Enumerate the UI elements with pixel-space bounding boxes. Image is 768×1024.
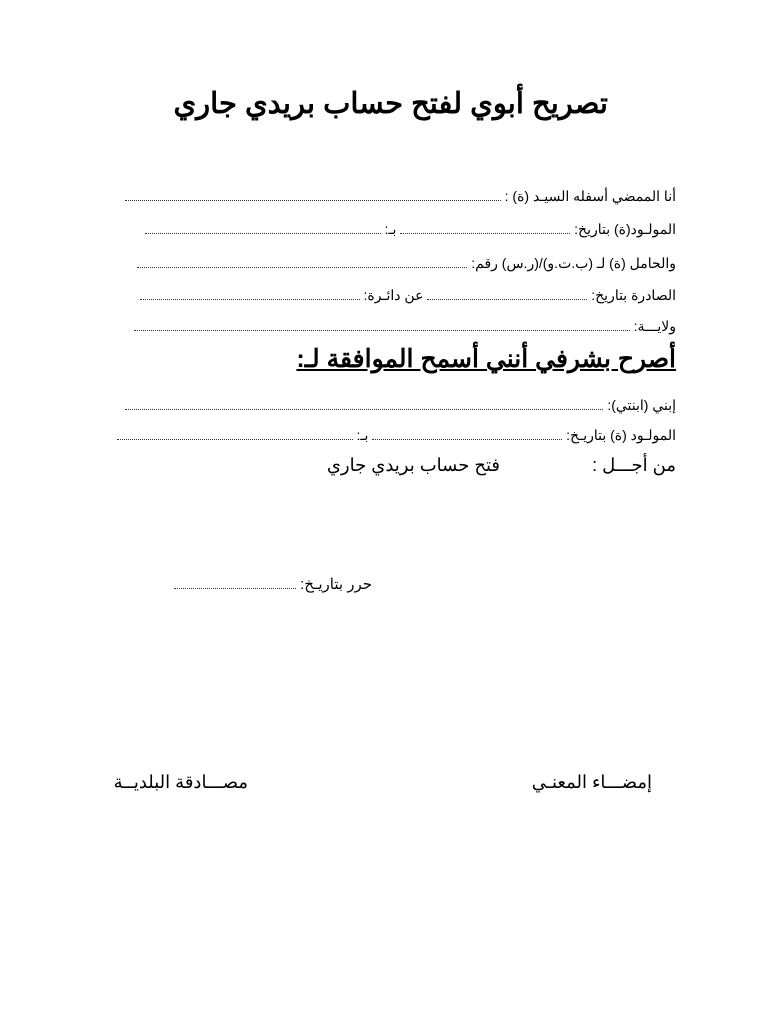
issuer-label: عن دائـرة: <box>363 287 424 303</box>
issuer-blank <box>140 287 360 300</box>
child-birth-label: المولـود (ة) بتاريـخ: <box>566 427 676 443</box>
birth-line <box>145 221 676 238</box>
child-birth-place-blank <box>117 427 353 440</box>
purpose-value: فتح حساب بريدي جاري <box>326 455 500 475</box>
id-line <box>137 255 676 272</box>
birth-place-blank <box>145 221 381 234</box>
name-line <box>125 188 676 205</box>
wilaya-label: ولايـــة: <box>633 318 676 334</box>
issued-date-blank <box>427 287 587 300</box>
document-title: تصريح أبوي لفتح حساب بريدي جاري <box>173 88 608 120</box>
declaration-heading: أصرح بشرفي أنني أسمح الموافقة لـ: <box>296 345 676 373</box>
child-line <box>125 397 676 414</box>
child-birth-line <box>117 427 676 444</box>
done-on-blank <box>174 576 296 589</box>
signature-label: إمضـــاء المعنـي <box>531 772 652 792</box>
name-blank <box>125 188 501 201</box>
wilaya-line <box>134 318 676 335</box>
name-label: أنا الممضي أسفله السيـد (ة) : <box>504 188 676 204</box>
child-blank <box>125 397 603 410</box>
purpose-label: من أجـــل : <box>592 455 676 475</box>
issued-line <box>140 287 676 304</box>
child-label: إبني (ابنتي): <box>607 397 676 413</box>
birth-place-label: بـ: <box>384 221 397 237</box>
child-birth-place-label: بـ: <box>356 427 369 443</box>
issued-label: الصادرة بتاريخ: <box>591 287 676 303</box>
done-on-line <box>174 575 372 593</box>
child-birth-date-blank <box>372 427 562 440</box>
municipality-label: مصـــادقة البلديــة <box>113 772 248 792</box>
birth-date-blank <box>400 221 570 234</box>
birth-label: المولـود(ة) بتاريخ: <box>574 221 676 237</box>
id-label: والحامل (ة) لـ (ب.ت.و)/(ر.س) رقم: <box>471 255 676 271</box>
id-blank <box>137 255 467 268</box>
done-on-label: حرر بتاريـخ: <box>300 576 372 593</box>
wilaya-blank <box>134 318 630 331</box>
